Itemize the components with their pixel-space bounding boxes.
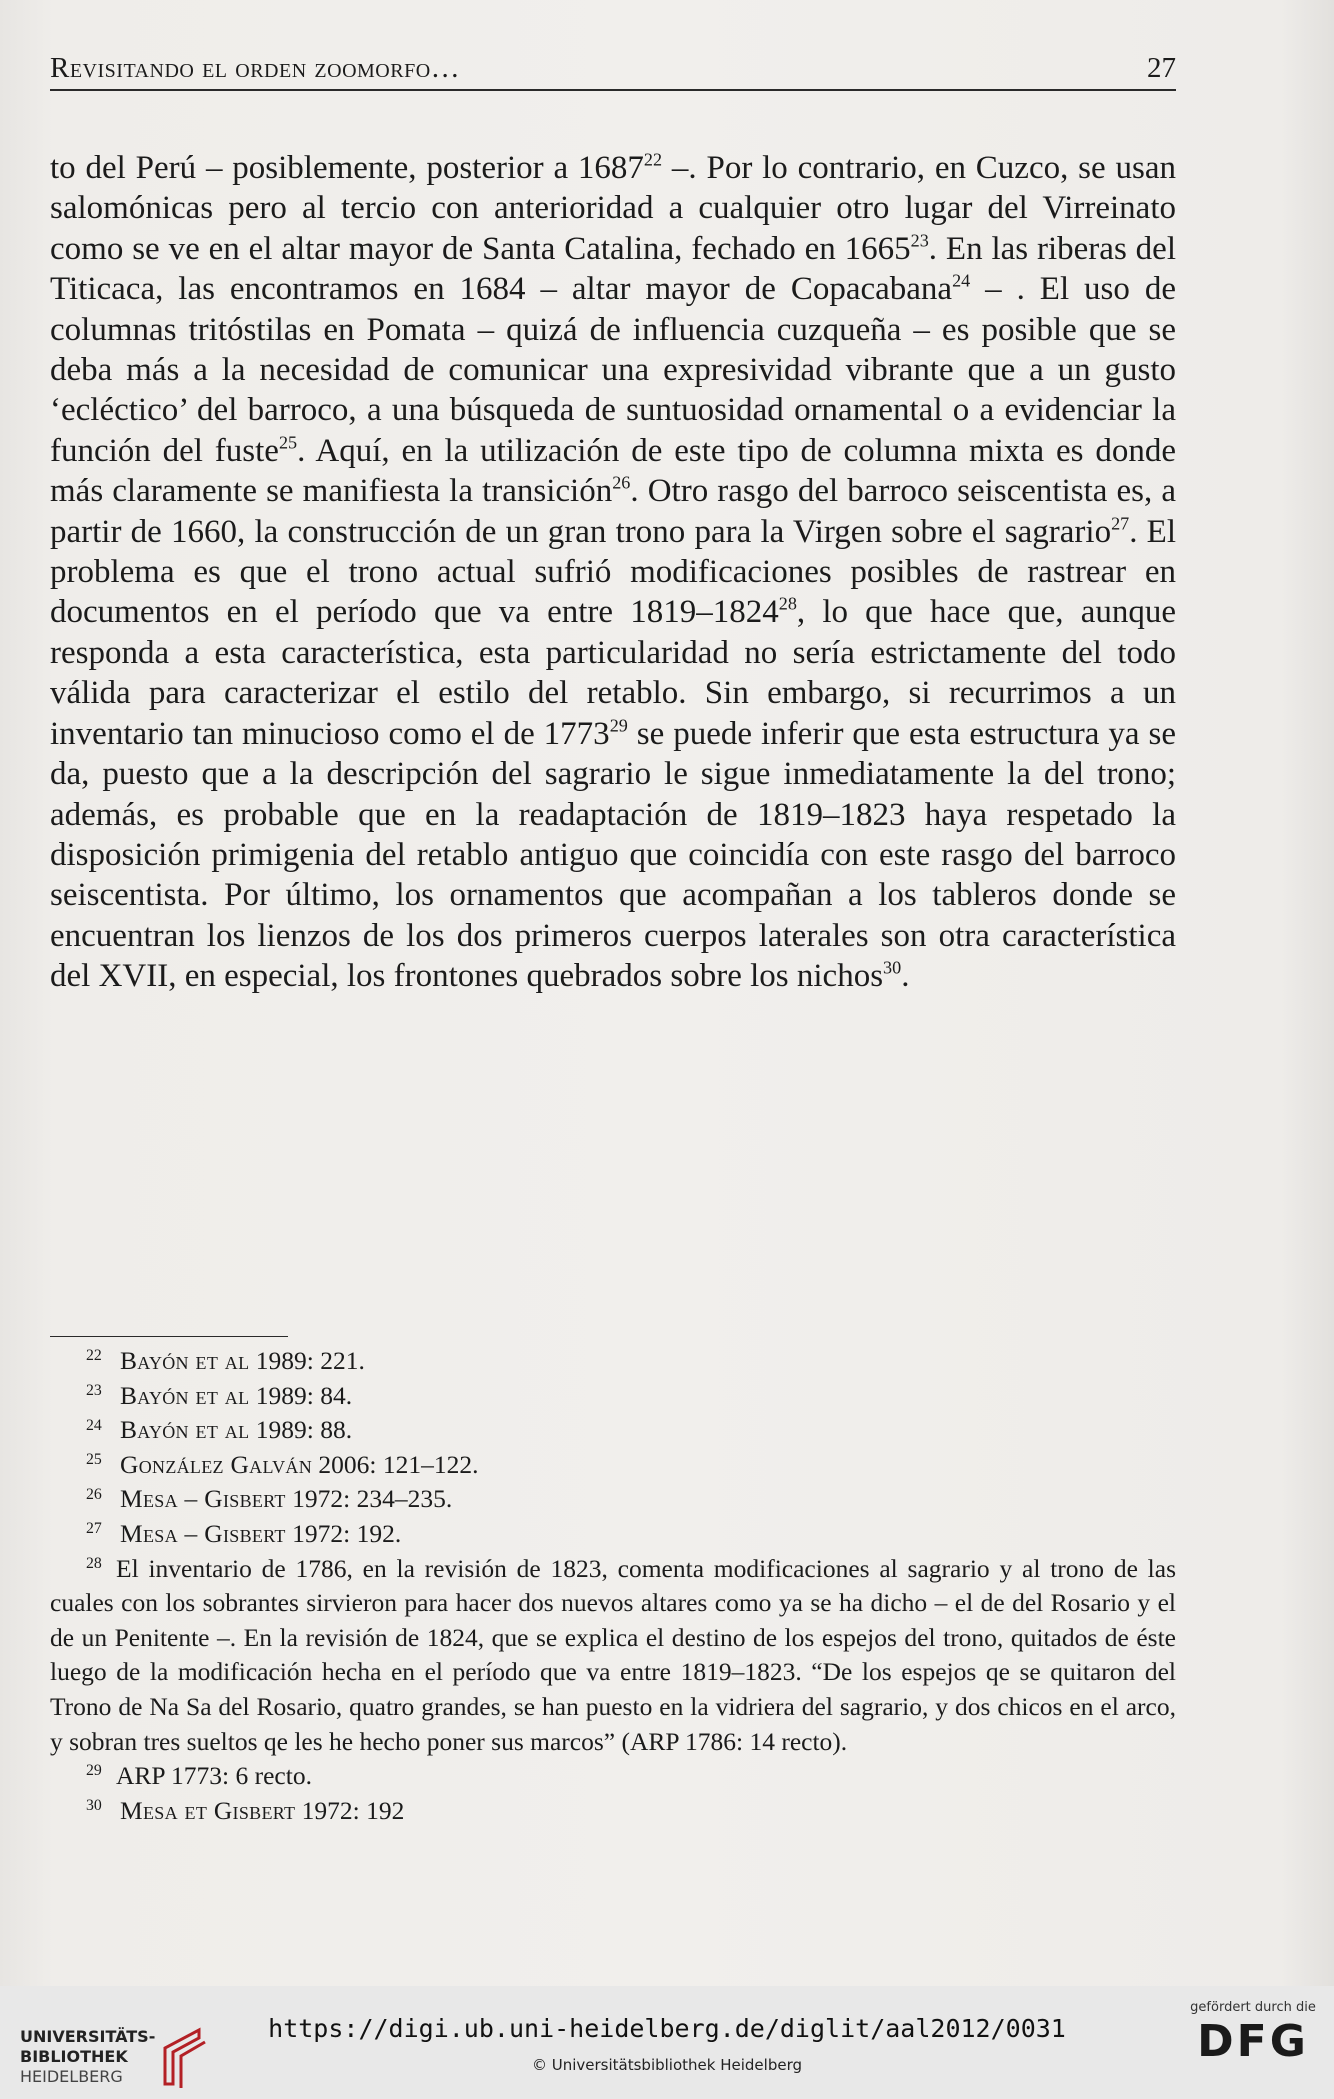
- body-text-run: . Aquí, en la utilización de este tipo de columna mixta es donde más claramente se manifiesta la transición: [50, 432, 1176, 510]
- body-text-run: , lo que hace que, aunque responda a esta característica, esta particularidad no sería estrictamente del todo válida para caracterizar el estilo del retablo. Sin embargo, si recurrimos a un inventario tan minucioso como el de 1773: [50, 594, 1176, 752]
- body-paragraph: [50, 148, 1176, 997]
- footnote-marker[interactable]: 24: [952, 270, 971, 291]
- footnote-text: El inventario de 1786, en la revisión de 1823, comenta modificaciones al sagrario y al trono de las cuales con los sobrantes sirvieron para hacer dos nuevos altares como ya se ha dicho – el de del Rosario y el de un Penitente –. En la revisión de 1824, que se explica el destino de los espejos del trono, quitados de éste luego de la modificación hecha en el período que va entre 1819–1823. “De los espejos qe se quitaron del Trono de Na Sa del Rosario, quatro grandes, se han puesto en la vidriera del sagrario, y dos chicos en el arco, y sobran tres sueltos qe les he hecho poner sus marcos” (ARP 1786: 14 recto).: [50, 1553, 1176, 1756]
- body-text-run: se puede inferir que esta estructura ya se da, puesto que a la descripción del sagrario le sigue inmediatamente la del trono; además, es probable que en la readaptación de 1819–1823 haya respetado la disposición primigenia del retablo antiguo que coincidía con este rasgo del barroco seiscentista. Por último, los ornamentos que acompañan a los tableros donde se encuentran los lienzos de los dos primeros cuerpos laterales son otra característica del XVII, en especial, los frontones quebrados sobre los nichos: [50, 715, 1176, 995]
- running-title: Revisitando el orden zoomorfo…: [50, 52, 461, 84]
- footnote-separator: [50, 1336, 288, 1337]
- footnote-citation-author: Bayón et al: [120, 1415, 250, 1445]
- footnote-text: 1972: 192.: [285, 1518, 402, 1548]
- digitization-footer: [0, 1986, 1334, 2099]
- footnote-citation-author: Mesa – Gisbert: [120, 1484, 286, 1514]
- footnote-text: 1989: 84.: [249, 1380, 353, 1410]
- footnote-27: 27 Mesa – Gisbert 1972: 192.: [86, 1518, 402, 1548]
- footnote-text: ARP 1773: 6 recto.: [116, 1761, 312, 1791]
- page-number: 27: [1147, 52, 1176, 84]
- body-text-run: . El problema es que el trono actual sufrió modificaciones posibles de rastrear en documentos en el período que va entre 1819–1824: [50, 513, 1176, 631]
- footnote-marker[interactable]: 29: [609, 714, 628, 735]
- footnote-marker[interactable]: 22: [643, 149, 663, 170]
- copyright-notice: © Universitätsbibliothek Heidelberg: [531, 2056, 802, 2074]
- body-text-run: . En las riberas del Titicaca, las encontramos en 1684 – altar mayor de Copacabana: [50, 230, 1176, 308]
- footnote-text: 1972: 192: [295, 1795, 405, 1825]
- footnote-marker[interactable]: 25: [278, 432, 298, 453]
- footnote-citation-author: González Galván: [120, 1449, 313, 1479]
- footnote-22: 22 Bayón et al 1989: 221.: [86, 1346, 365, 1375]
- footnote-text: 2006: 121–122.: [312, 1449, 479, 1479]
- footnote-citation-author: Bayón et al: [120, 1380, 250, 1410]
- footnote-marker[interactable]: 30: [883, 957, 902, 978]
- library-name: UNIVERSITÄTS- BIBLIOTHEK HEIDELBERG: [20, 2027, 156, 2086]
- dfg-logo[interactable]: gefördert durch die DFG: [1190, 2000, 1316, 2067]
- footnote-25: 25 González Galván 2006: 121–122.: [86, 1449, 479, 1479]
- footnote-marker[interactable]: 28: [778, 593, 797, 614]
- body-text-run: . Otro rasgo del barroco seiscentista es, a partir de 1660, la construcción de un gran trono para la Virgen sobre el sagrario: [50, 473, 1176, 550]
- footnote-citation-author: Bayón et al: [120, 1346, 250, 1375]
- footnote-28: 28 El inventario de 1786, en la revisión de 1823, comenta modificaciones al sagrario y al trono de las cuales con los sobrantes sirvieron para hacer dos nuevos altares como ya se ha dicho – el de del Rosario y el de un Penitente –. En la revisión de 1824, que se explica el destino de los espejos del trono, quitados de éste luego de la modificación hecha en el período que va entre 1819–1823. “De los espejos qe se quitaron del Trono de Na Sa del Rosario, quatro grandes, se han puesto en la vidriera del sagrario, y dos chicos en el arco, y sobran tres sueltos qe les he hecho poner sus marcos” (ARP 1786: 14 recto).: [50, 1553, 1176, 1756]
- body-text: [50, 148, 1176, 997]
- body-text-run: to del Perú – posiblemente, posterior a 1687: [50, 150, 644, 186]
- footnotes: [50, 1344, 1176, 1828]
- footnote-text: 1972: 234–235.: [285, 1484, 453, 1514]
- footnote-citation-author: Mesa – Gisbert: [120, 1518, 286, 1548]
- footnote-marker[interactable]: 26: [612, 472, 631, 493]
- footnote-29: 29 ARP 1773: 6 recto.: [86, 1761, 312, 1791]
- footnote-23: 23 Bayón et al 1989: 84.: [86, 1380, 353, 1410]
- body-text-run: –. Por lo contrario, en Cuzco, se usan salomónicas pero al tercio con anterioridad a cualquier otro lugar del Virreinato como se ve en el altar mayor de Santa Catalina, fechado en 1665: [50, 150, 1176, 267]
- permalink-url[interactable]: https://digi.ub.uni-heidelberg.de/diglit/aal2012/0031: [268, 2014, 1066, 2043]
- body-text-run: – . El uso de columnas tritóstilas en Pomata – quizá de influencia cuzqueña – es posible que se deba más a la necesidad de comunicar una expresividad vibrante que a un gusto ‘ecléctico’ del barroco, a una búsqueda de suntuosidad ornamental o a evidenciar la función del fuste: [50, 271, 1176, 469]
- footnote-text: 1989: 221.: [249, 1346, 365, 1375]
- footnote-26: 26 Mesa – Gisbert 1972: 234–235.: [86, 1484, 453, 1514]
- footnote-marker[interactable]: 27: [1111, 512, 1130, 533]
- body-text-run: .: [901, 958, 910, 995]
- footnote-text: 1989: 88.: [249, 1415, 353, 1445]
- footnote-marker[interactable]: 23: [910, 230, 929, 251]
- footnote-citation-author: Mesa et Gisbert: [120, 1795, 296, 1825]
- footnote-24: 24 Bayón et al 1989: 88.: [86, 1415, 353, 1445]
- running-header: [50, 52, 1176, 91]
- footnote-30: 30 Mesa et Gisbert 1972: 192: [86, 1795, 405, 1825]
